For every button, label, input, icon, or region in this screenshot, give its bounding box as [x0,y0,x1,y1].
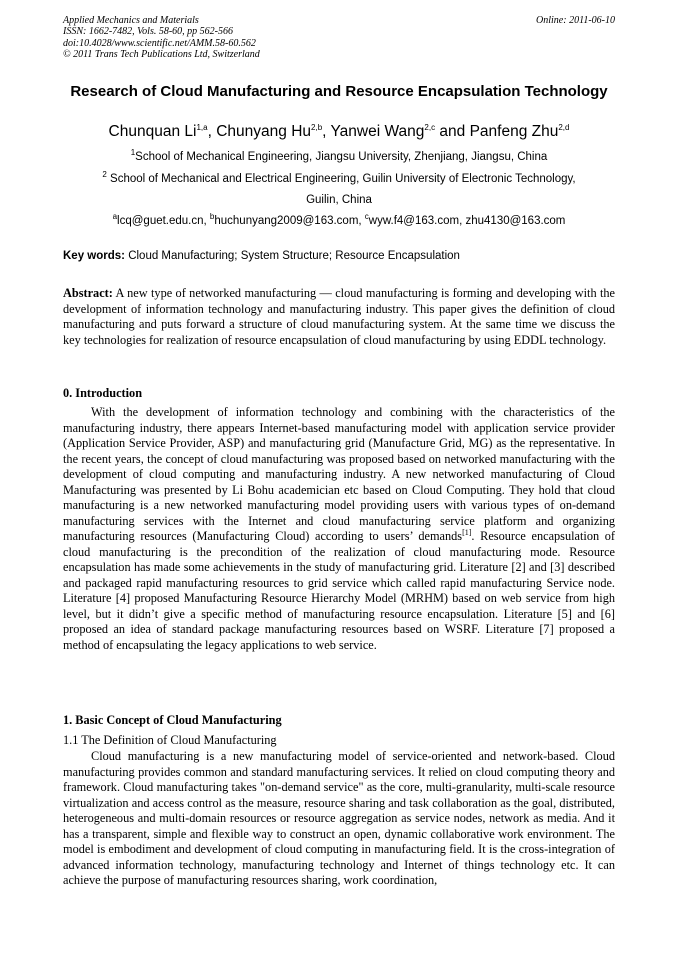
author-name: Chunquan Li [108,123,197,140]
email-marker: b [209,212,215,222]
affiliation-2-city [63,193,615,207]
author-marker: 2,c [424,122,436,132]
copyright-line: © 2011 Trans Tech Publications Ltd, Switzerland [63,49,260,61]
author-name: Chunyang Hu [216,123,312,140]
affiliation-1 [63,150,615,164]
issn-line: ISSN: 1662-7482, Vols. 58-60, pp 562-566 [63,26,233,38]
author-list [63,122,615,142]
abstract-label: Abstract: [63,286,113,300]
keywords [63,249,615,263]
email-marker: c [364,212,369,222]
author-name: Panfeng Zhu [469,123,559,140]
introduction-paragraph [63,405,615,653]
citation-marker: [1] [462,527,472,537]
affiliation-marker: 2 [102,170,107,180]
section-heading-introduction: 0. Introduction [63,386,143,400]
email-text: lcq@guet.edu.cn, [117,215,210,227]
affiliation-2 [63,172,615,186]
affiliation-text: Guilin, China [306,194,372,206]
definition-paragraph [63,749,615,889]
author-separator: and [435,123,470,140]
author-marker: 2,d [558,122,570,132]
affiliation-text: School of Mechanical Engineering, Jiangsu University, Zhenjiang, Jiangsu, China [135,151,548,163]
author-marker: 1,a [196,122,208,132]
author-emails [63,214,615,228]
section-heading-basic-concept: 1. Basic Concept of Cloud Manufacturing [63,713,282,727]
email-text: huchunyang2009@163.com, [214,215,365,227]
paragraph-text: Cloud manufacturing is a new manufacturing model of service-oriented and network-based. Cloud manufacturing provides common and standard manufacturing services. It relied on cloud computing theory and framework. Cloud manufacturing takes "on-demand service" as the core, multi-granularity, multi-scale resource virtualization and access control as the measure, resource sharing and task collaboration as the goal, distributed, heterogeneous and multi-domain resources or resource aggregation as service nodes, network as media. And it has a transparent, simple and flexible way to construct an open, dynamic collaborative work environment. The model is embodiment and development of cloud computing in manufacturing field. It is the cross-integration of advanced information technology, manufacturing technology and Internet of things technology etc. It can achieve the purpose of manufacturing resources sharing, work coordination, [63,749,615,887]
affiliation-text: School of Mechanical and Electrical Engineering, Guilin University of Electronic Technology, [106,173,576,185]
abstract-text: A new type of networked manufacturing — cloud manufacturing is forming and developing with the development of information technology and manufacturing industry. This paper gives the definition of cloud manufacturing and puts forward a structure of cloud manufacturing system. At the same time we discuss the key technologies for realization of resource encapsulation of cloud manufacturing by using EDDL technology. [63,286,615,347]
keywords-label: Key words: [63,250,125,262]
abstract [63,286,615,348]
journal-name: Applied Mechanics and Materials [63,15,199,26]
online-date: Online: 2011-06-10 [536,15,615,26]
subsection-heading-definition: 1.1 The Definition of Cloud Manufacturing [63,733,277,747]
email-marker: a [112,212,118,222]
paragraph-text: . Resource encapsulation of cloud manufacturing is the precondition of the realization of cloud manufacturing mode. Resource encapsulation has made some achievements in the study of manufacturing grid. Literature [2] and [3] described and packaged rapid manufacturing resources to grid service which called rapid manufacturing Service node. Literature [4] proposed Manufacturing Resource Hierarchy Model (MRHM) based on web service from high level, but it didn’t give a specific method of manufacturing resource encapsulation. Literature [5] and [6] proposed an idea of standard package manufacturing resources based on WSRF. Literature [7] proposed a method of encapsulating the legacy applications to web service. [63,529,615,652]
email-text: wyw.f4@163.com, zhu4130@163.com [368,215,566,227]
paper-title: Research of Cloud Manufacturing and Resource Encapsulation Technology [70,83,608,100]
author-name: Yanwei Wang [330,123,425,140]
author-separator: , [322,123,331,140]
affiliation-marker: 1 [130,148,136,158]
keywords-text: Cloud Manufacturing; System Structure; Resource Encapsulation [125,250,460,262]
paragraph-text: With the development of information technology and combining with the characteristics of the manufacturing industry, there appears Internet-based manufacturing model with application service provider (Application Service Provider, ASP) and manufacturing grid (Manufacture Grid, MG) as the representative. In the recent years, the concept of cloud manufacturing was proposed based on networked manufacturing with the development of cloud computing and manufacturing industry. A new networked manufacturing of Cloud Manufacturing was presented by Li Bohu academician etc based on Cloud Computing. They hold that cloud manufacturing is a new networked manufacturing model providing users with various types of on-demand manufacturing services with the Internet and cloud manufacturing service platform and organizing manufacturing resources (Manufacturing Cloud) according to users’ demands [63,405,615,543]
journal-metadata [63,15,615,61]
author-marker: 2,b [311,122,323,132]
doi-line: doi:10.4028/www.scientific.net/AMM.58-60.562 [63,37,256,49]
author-separator: , [207,123,217,140]
